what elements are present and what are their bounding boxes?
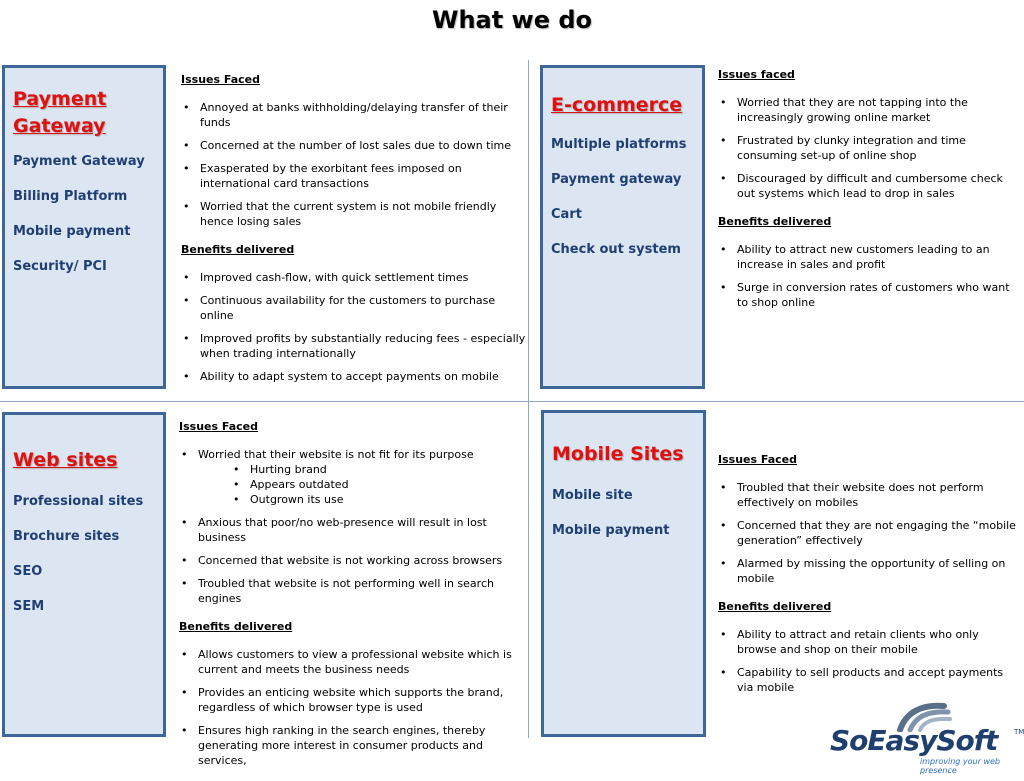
mobile-sites-details — [718, 452, 1018, 708]
box-item: Cart — [551, 207, 582, 222]
horizontal-divider — [0, 401, 1024, 402]
issues-list — [718, 95, 1018, 201]
issues-heading: Issues Faced — [718, 453, 798, 466]
box-item: Mobile payment — [552, 523, 670, 538]
list-item: • Continuous availability for the customers to purchase online — [181, 293, 527, 323]
box-item: Mobile site — [552, 488, 633, 503]
ecommerce-details — [718, 67, 1018, 323]
logo-tagline: improving your web presence — [920, 757, 1000, 775]
sub-list-item: • Hurting brand — [231, 462, 527, 477]
list-item: • Capability to sell products and accept payments via mobile — [718, 665, 1018, 695]
list-item: • Alarmed by missing the opportunity of selling on mobile — [718, 556, 1018, 586]
list-item: • Annoyed at banks withholding/delaying transfer of their funds — [181, 100, 527, 130]
box-title: Payment Gateway — [13, 88, 107, 137]
list-item: • Exasperated by the exorbitant fees imposed on international card transactions — [181, 161, 527, 191]
box-item: Billing Platform — [13, 189, 128, 204]
list-item: • Troubled that website is not performing well in search engines — [179, 576, 527, 606]
list-item — [179, 447, 527, 507]
issues-heading: Issues Faced — [181, 73, 261, 86]
list-item: • Provides an enticing website which supports the brand, regardless of which browser type is used — [179, 685, 527, 715]
web-sites-details — [179, 419, 527, 781]
issues-list — [718, 480, 1018, 586]
box-item: SEM — [13, 599, 45, 614]
sub-list-item: • Appears outdated — [231, 477, 527, 492]
soeasysoft-logo — [826, 702, 1024, 775]
page-title: What we do — [431, 6, 593, 34]
list-item: • Worried that they are not tapping into the increasingly growing online market — [718, 95, 1018, 125]
list-item: • Surge in conversion rates of customers who want to shop online — [718, 280, 1018, 310]
benefits-heading: Benefits delivered — [179, 620, 293, 633]
logo-wordmark: SoEasySoft — [830, 724, 998, 757]
list-item: • Improved cash-flow, with quick settlement times — [181, 270, 527, 285]
benefits-list — [718, 627, 1018, 695]
box-title: E-commerce — [551, 94, 683, 116]
list-item: • Discouraged by difficult and cumbersome check out systems which lead to drop in sales — [718, 171, 1018, 201]
box-item: Multiple platforms — [551, 137, 687, 152]
list-item: • Ability to adapt system to accept payments on mobile — [181, 369, 527, 384]
web-sites-box — [2, 412, 166, 737]
box-item: Brochure sites — [13, 529, 120, 544]
mobile-sites-box — [541, 410, 706, 737]
list-item: • Worried that the current system is not mobile friendly hence losing sales — [181, 199, 527, 229]
list-item: • Concerned at the number of lost sales due to down time — [181, 138, 527, 153]
box-title: Mobile Sites — [552, 443, 684, 465]
benefits-heading: Benefits delivered — [718, 600, 832, 613]
list-item: • Ability to attract new customers leading to an increase in sales and profit — [718, 242, 1018, 272]
box-item: Payment gateway — [551, 172, 682, 187]
issues-heading: Issues faced — [718, 68, 795, 81]
payment-gateway-box — [2, 65, 166, 389]
sub-list — [231, 462, 527, 507]
benefits-list — [718, 242, 1018, 310]
box-item: Check out system — [551, 242, 681, 257]
issues-list — [181, 100, 527, 229]
benefits-heading: Benefits delivered — [181, 243, 295, 256]
benefits-list — [181, 270, 527, 384]
benefits-list — [179, 647, 527, 768]
box-item: Professional sites — [13, 494, 144, 509]
box-item: Security/ PCI — [13, 259, 107, 274]
payment-gateway-details — [181, 72, 527, 397]
list-item: • Ability to attract and retain clients who only browse and shop on their mobile — [718, 627, 1018, 657]
vertical-divider — [528, 60, 529, 738]
list-item: • Concerned that website is not working across browsers — [179, 553, 527, 568]
list-item: • Anxious that poor/no web-presence will result in lost business — [179, 515, 527, 545]
list-item: • Improved profits by substantially reducing fees - especially when trading internationally — [181, 331, 527, 361]
box-title: Web sites — [13, 449, 118, 471]
list-item: • Ensures high ranking in the search engines, thereby generating more interest in consumer products and services, — [179, 723, 527, 768]
sub-list-item: • Outgrown its use — [231, 492, 527, 507]
list-item: • Frustrated by clunky integration and time consuming set-up of online shop — [718, 133, 1018, 163]
box-item: Mobile payment — [13, 224, 131, 239]
issues-heading: Issues Faced — [179, 420, 259, 433]
list-item: • Allows customers to view a professional website which is current and meets the business needs — [179, 647, 527, 677]
list-item: • Troubled that their website does not perform effectively on mobiles — [718, 480, 1018, 510]
logo-trademark: TM — [1014, 728, 1024, 736]
list-item-text: Worried that their website is not fit for its purpose — [198, 448, 474, 461]
box-item: SEO — [13, 564, 43, 579]
box-item: Payment Gateway — [13, 154, 145, 169]
issues-list — [179, 447, 527, 606]
benefits-heading: Benefits delivered — [718, 215, 832, 228]
list-item: • Concerned that they are not engaging the “mobile generation” effectively — [718, 518, 1018, 548]
ecommerce-box — [540, 65, 705, 389]
